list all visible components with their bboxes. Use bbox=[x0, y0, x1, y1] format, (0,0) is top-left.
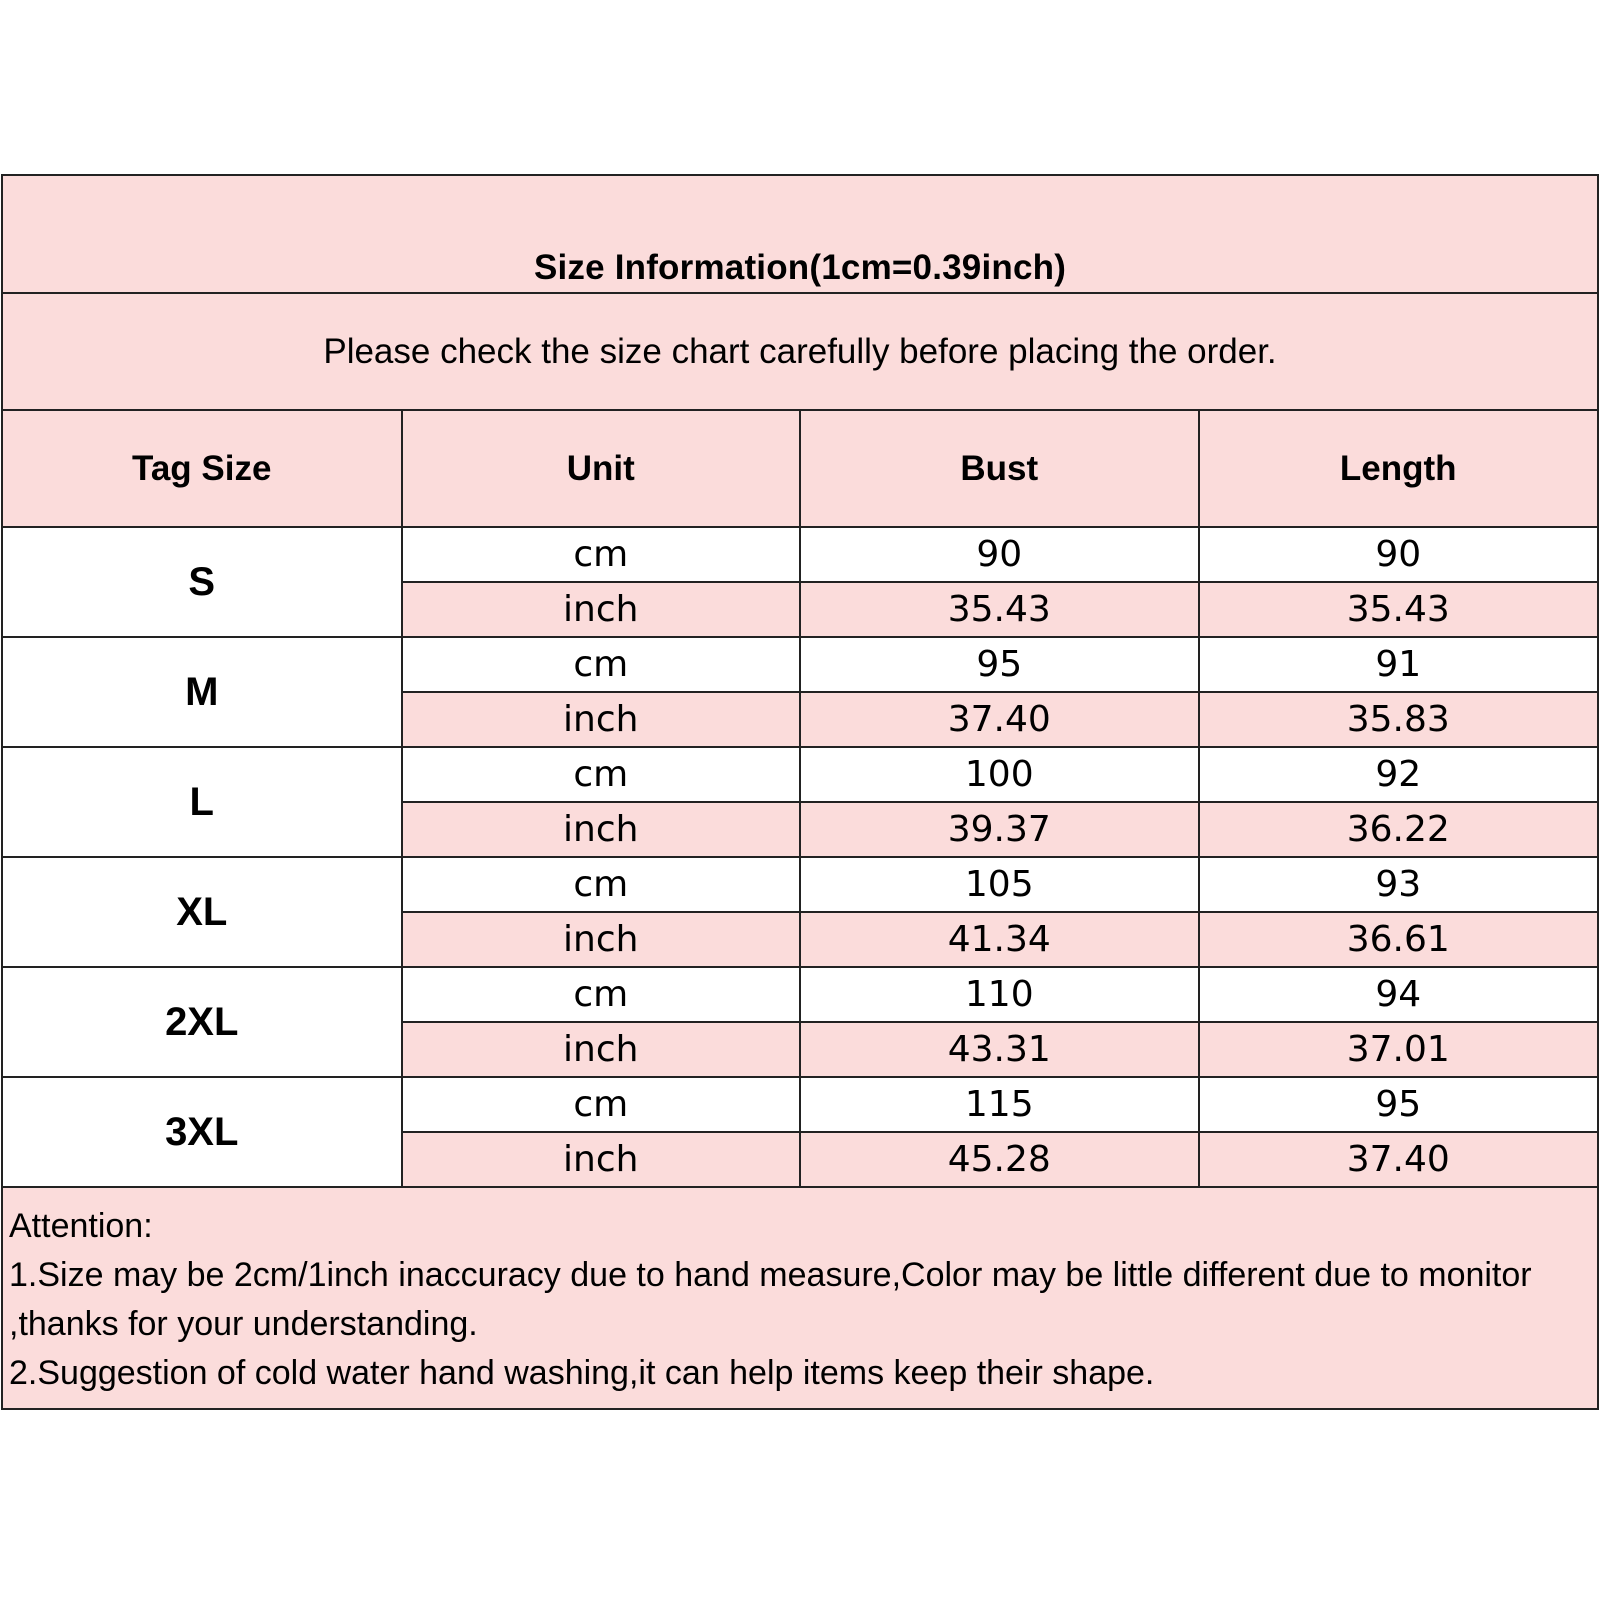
tag-size-cell: 2XL bbox=[3, 967, 402, 1077]
bust-cell: 37.40 bbox=[800, 692, 1199, 747]
unit-cell: inch bbox=[402, 692, 801, 747]
length-cell: 95 bbox=[1199, 1077, 1598, 1132]
tag-size-cell: L bbox=[3, 747, 402, 857]
unit-cell: inch bbox=[402, 1022, 801, 1077]
bust-cell: 105 bbox=[800, 857, 1199, 912]
bust-cell: 100 bbox=[800, 747, 1199, 802]
unit-cell: cm bbox=[402, 1077, 801, 1132]
length-cell: 91 bbox=[1199, 637, 1598, 692]
length-cell: 90 bbox=[1199, 527, 1598, 582]
bust-cell: 45.28 bbox=[800, 1132, 1199, 1187]
unit-cell: cm bbox=[402, 747, 801, 802]
bust-cell: 43.31 bbox=[800, 1022, 1199, 1077]
bust-cell: 90 bbox=[800, 527, 1199, 582]
chart-title: Size Information(1cm=0.39inch) bbox=[3, 176, 1597, 294]
length-cell: 36.61 bbox=[1199, 912, 1598, 967]
unit-cell: cm bbox=[402, 967, 801, 1022]
length-cell: 94 bbox=[1199, 967, 1598, 1022]
size-table bbox=[3, 411, 1597, 1188]
bust-cell: 110 bbox=[800, 967, 1199, 1022]
table-row bbox=[3, 1077, 1597, 1132]
unit-cell: cm bbox=[402, 527, 801, 582]
attention-heading: Attention: bbox=[9, 1207, 153, 1245]
table-row bbox=[3, 637, 1597, 692]
tag-size-cell: 3XL bbox=[3, 1077, 402, 1187]
header-bust: Bust bbox=[800, 411, 1199, 527]
table-row bbox=[3, 967, 1597, 1022]
size-chart bbox=[1, 174, 1599, 1410]
tag-size-cell: M bbox=[3, 637, 402, 747]
header-length: Length bbox=[1199, 411, 1598, 527]
bust-cell: 39.37 bbox=[800, 802, 1199, 857]
attention-notes bbox=[3, 1188, 1597, 1408]
unit-cell: inch bbox=[402, 802, 801, 857]
attention-note-2: 2.Suggestion of cold water hand washing,it can help items keep their shape. bbox=[9, 1354, 1155, 1392]
tag-size-cell: S bbox=[3, 527, 402, 637]
length-cell: 35.43 bbox=[1199, 582, 1598, 637]
tag-size-cell: XL bbox=[3, 857, 402, 967]
header-unit: Unit bbox=[402, 411, 801, 527]
header-tag-size: Tag Size bbox=[3, 411, 402, 527]
table-row bbox=[3, 747, 1597, 802]
length-cell: 37.40 bbox=[1199, 1132, 1598, 1187]
attention-note-1: 1.Size may be 2cm/1inch inaccuracy due to hand measure,Color may be little different due to monitor ,thanks for your understanding. bbox=[9, 1256, 1532, 1343]
bust-cell: 35.43 bbox=[800, 582, 1199, 637]
header-row bbox=[3, 411, 1597, 527]
unit-cell: inch bbox=[402, 912, 801, 967]
table-row bbox=[3, 857, 1597, 912]
length-cell: 92 bbox=[1199, 747, 1598, 802]
unit-cell: cm bbox=[402, 637, 801, 692]
unit-cell: inch bbox=[402, 582, 801, 637]
length-cell: 36.22 bbox=[1199, 802, 1598, 857]
length-cell: 37.01 bbox=[1199, 1022, 1598, 1077]
length-cell: 35.83 bbox=[1199, 692, 1598, 747]
bust-cell: 115 bbox=[800, 1077, 1199, 1132]
unit-cell: inch bbox=[402, 1132, 801, 1187]
unit-cell: cm bbox=[402, 857, 801, 912]
length-cell: 93 bbox=[1199, 857, 1598, 912]
table-row bbox=[3, 527, 1597, 582]
bust-cell: 41.34 bbox=[800, 912, 1199, 967]
order-notice: Please check the size chart carefully before placing the order. bbox=[3, 294, 1597, 411]
bust-cell: 95 bbox=[800, 637, 1199, 692]
